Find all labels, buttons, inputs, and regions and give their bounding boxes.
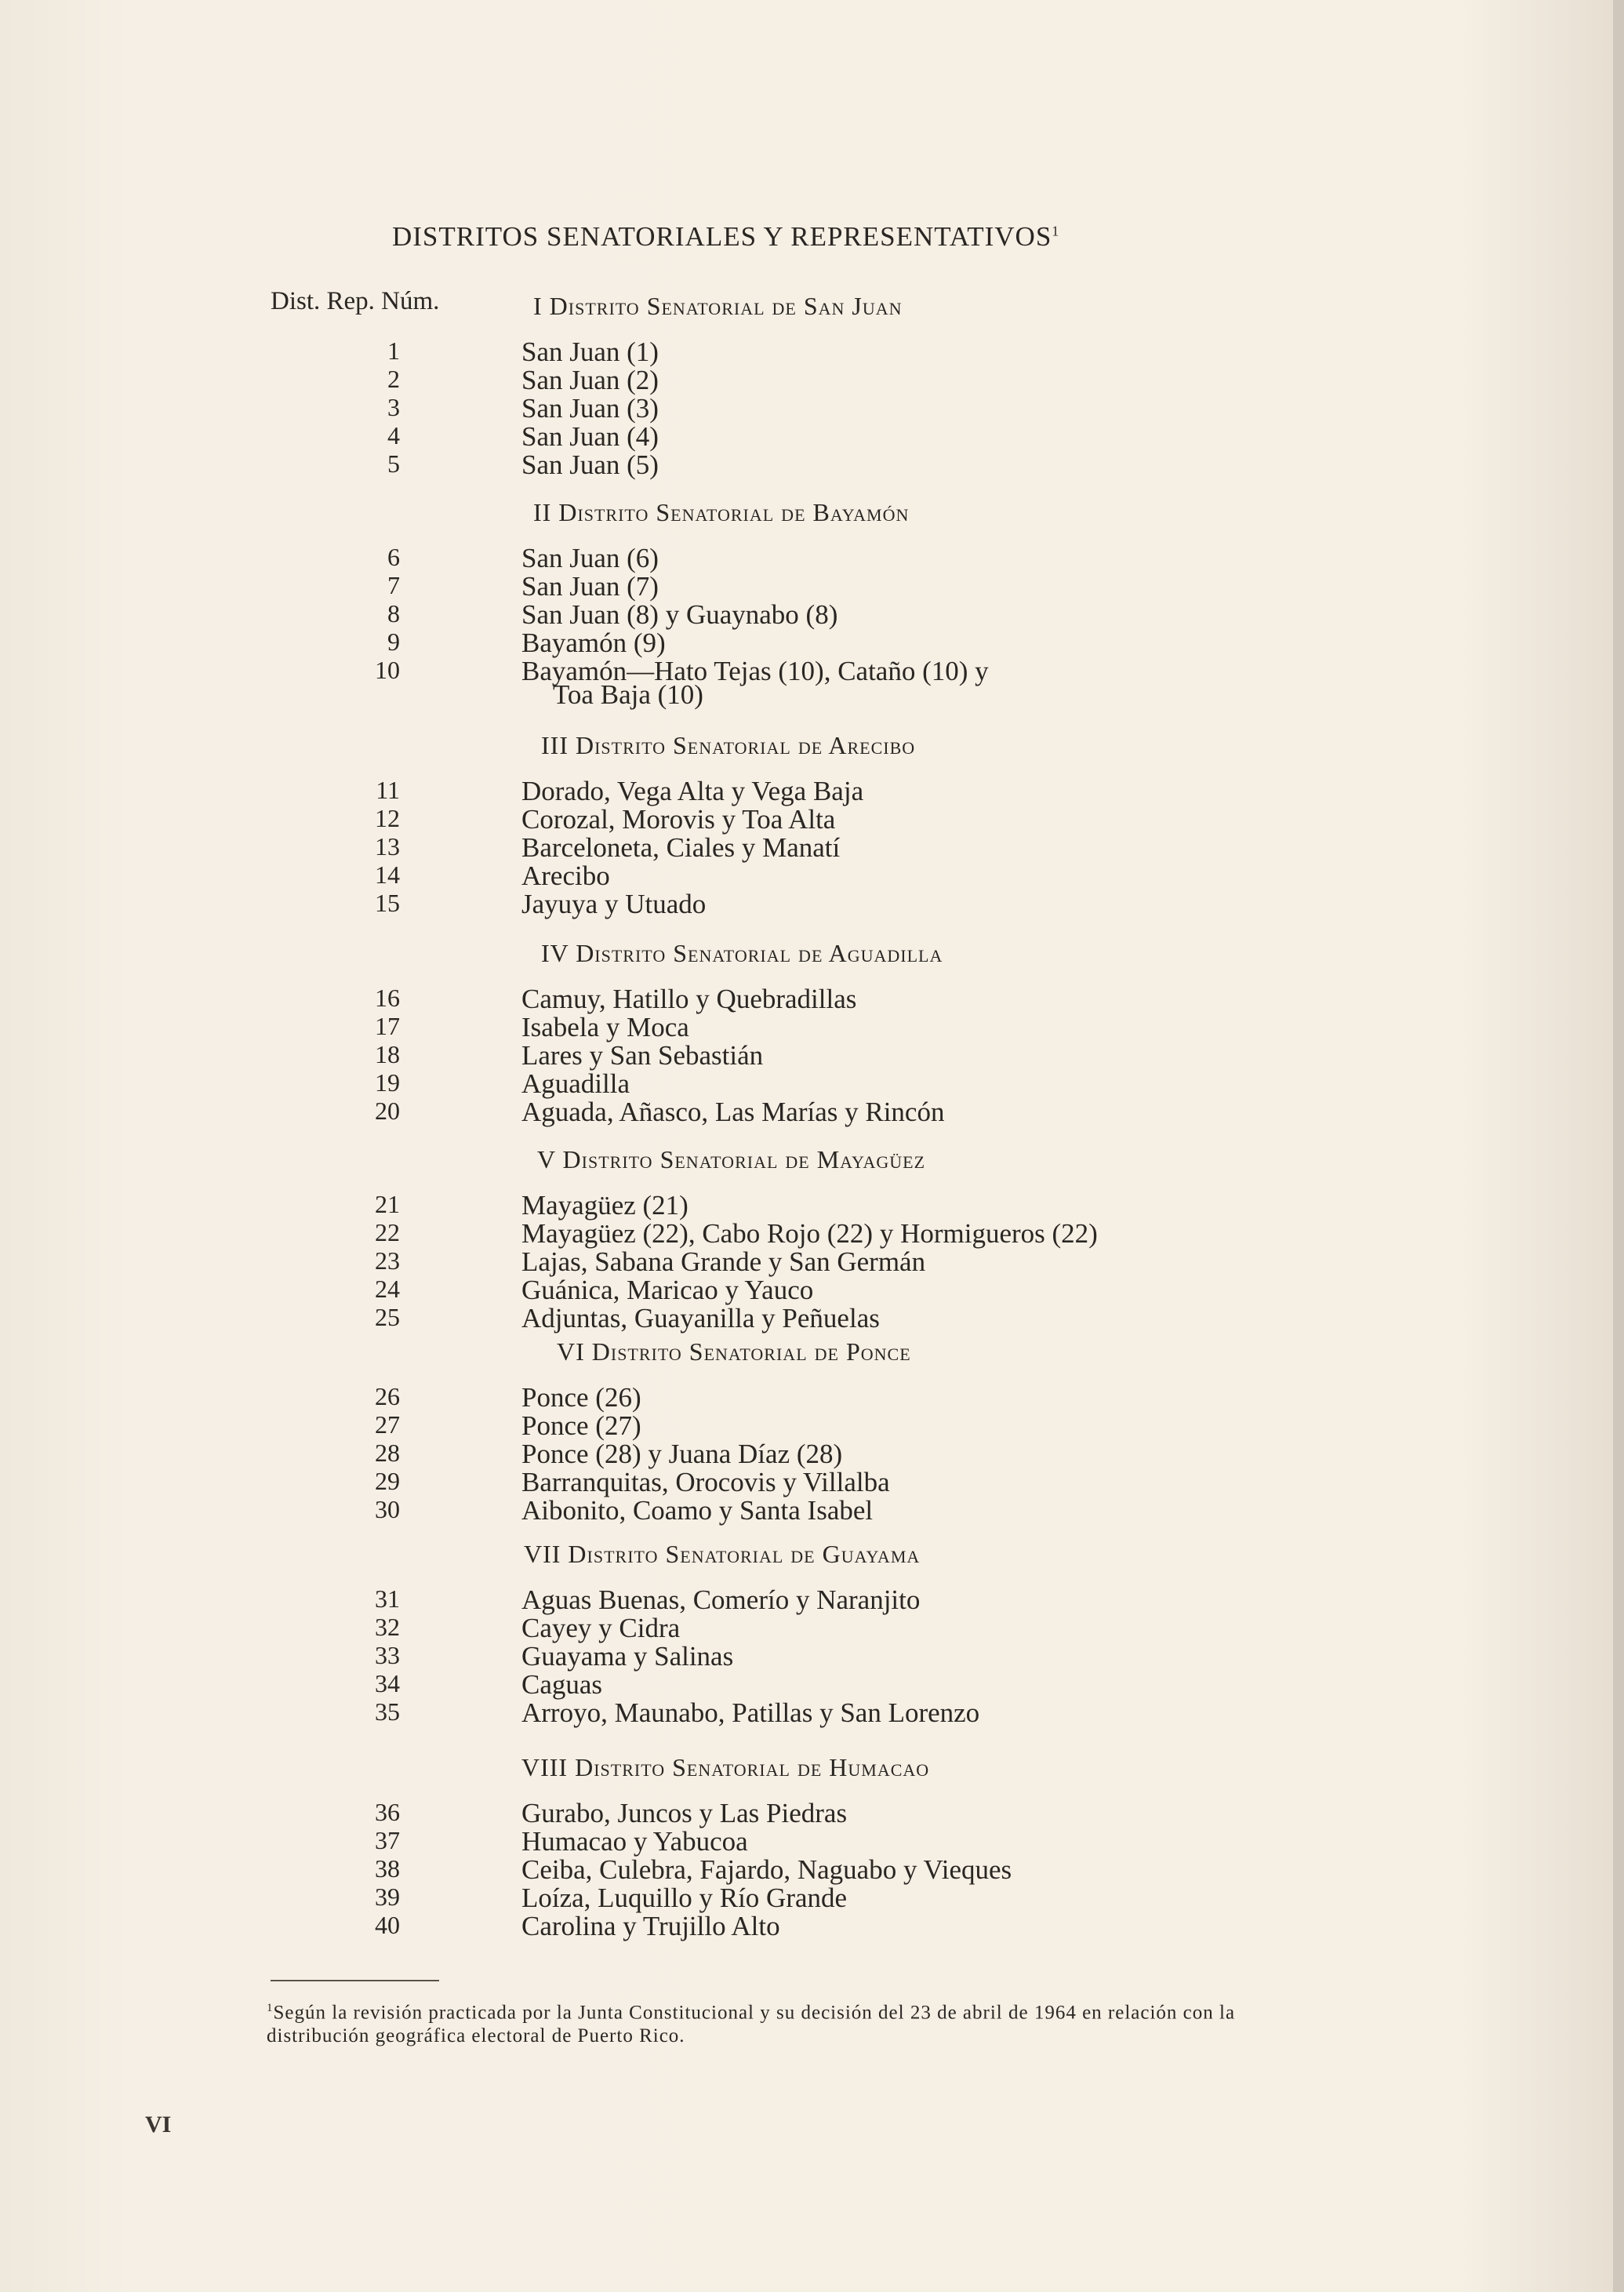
municipality-name: Mayagüez (21)	[521, 1190, 688, 1221]
district-number: 16	[375, 984, 400, 1012]
municipality-name: Corozal, Morovis y Toa Alta	[521, 804, 836, 835]
district-number: 6	[387, 543, 400, 571]
district-number: 26	[375, 1382, 400, 1410]
footnote-rule	[271, 1980, 439, 1981]
district-heading: II Distrito Senatorial de Bayamón	[533, 498, 910, 526]
page-title	[392, 221, 1223, 253]
municipality-name: Lares y San Sebastián	[521, 1040, 764, 1071]
district-number: 25	[375, 1303, 400, 1331]
district-heading: VI Distrito Senatorial de Ponce	[557, 1337, 911, 1366]
municipality-name: Bayamón (9)	[521, 628, 666, 658]
municipality-name-continued: Toa Baja (10)	[553, 679, 703, 710]
district-heading: I Distrito Senatorial de San Juan	[533, 292, 903, 320]
district-number: 27	[375, 1410, 400, 1439]
district-number: 15	[375, 889, 400, 917]
title-text: DISTRITOS SENATORIALES Y REPRESENTATIVOS	[392, 221, 1052, 252]
district-number: 21	[375, 1190, 400, 1218]
footnote-mark: 1	[267, 2002, 274, 2014]
district-number: 19	[375, 1068, 400, 1097]
municipality-name: Aguada, Añasco, Las Marías y Rincón	[521, 1097, 945, 1127]
district-number: 13	[375, 832, 400, 860]
district-number: 7	[387, 571, 400, 599]
municipality-name: Barranquitas, Orocovis y Villalba	[521, 1467, 890, 1497]
municipality-name: Carolina y Trujillo Alto	[521, 1911, 780, 1941]
municipality-name: Aguas Buenas, Comerío y Naranjito	[521, 1584, 921, 1615]
municipality-name: Guayama y Salinas	[521, 1641, 734, 1672]
district-number: 20	[375, 1097, 400, 1125]
municipality-name: San Juan (7)	[521, 571, 659, 602]
district-number: 38	[375, 1854, 400, 1883]
district-number: 24	[375, 1275, 400, 1303]
district-number: 18	[375, 1040, 400, 1068]
district-number: 3	[387, 393, 400, 421]
district-number: 8	[387, 599, 400, 628]
municipality-name: Caguas	[521, 1669, 603, 1700]
district-number: 9	[387, 628, 400, 656]
municipality-name: Guánica, Maricao y Yauco	[521, 1275, 814, 1305]
column-head: Dist. Rep. Núm.	[271, 287, 440, 315]
municipality-name: Aguadilla	[521, 1068, 630, 1099]
page-number: VI	[145, 2112, 172, 2137]
municipality-name: Ponce (28) y Juana Díaz (28)	[521, 1439, 843, 1469]
district-number: 37	[375, 1826, 400, 1854]
municipality-name: Dorado, Vega Alta y Vega Baja	[521, 776, 864, 806]
district-number: 29	[375, 1467, 400, 1495]
municipality-name: Ponce (26)	[521, 1382, 641, 1413]
municipality-name: Ceiba, Culebra, Fajardo, Naguabo y Vieques	[521, 1854, 1012, 1885]
municipality-name: Cayey y Cidra	[521, 1613, 681, 1643]
district-heading: VIII Distrito Senatorial de Humacao	[521, 1753, 930, 1781]
municipality-name: Bayamón—Hato Tejas (10), Cataño (10) y	[521, 656, 989, 686]
district-number: 35	[375, 1697, 400, 1726]
district-heading: III Distrito Senatorial de Arecibo	[541, 731, 916, 759]
municipality-name: Isabela y Moca	[521, 1012, 689, 1042]
district-number: 23	[375, 1246, 400, 1275]
district-number: 31	[375, 1584, 400, 1613]
municipality-name: Loíza, Luquillo y Río Grande	[521, 1883, 848, 1913]
municipality-name: Arecibo	[521, 860, 610, 891]
district-number: 28	[375, 1439, 400, 1467]
district-number: 14	[375, 860, 400, 889]
district-number: 10	[375, 656, 400, 684]
municipality-name: San Juan (1)	[521, 337, 659, 367]
district-number: 12	[375, 804, 400, 832]
district-heading: V Distrito Senatorial de Mayagüez	[537, 1145, 926, 1173]
footnote	[267, 1996, 1341, 2048]
municipality-name: San Juan (8) y Guaynabo (8)	[521, 599, 838, 630]
municipality-name: Ponce (27)	[521, 1410, 641, 1441]
municipality-name: San Juan (2)	[521, 365, 659, 395]
municipality-name: Lajas, Sabana Grande y San Germán	[521, 1246, 926, 1277]
municipality-name: Arroyo, Maunabo, Patillas y San Lorenzo	[521, 1697, 980, 1728]
district-number: 40	[375, 1911, 400, 1939]
district-number: 2	[387, 365, 400, 393]
municipality-name: Aibonito, Coamo y Santa Isabel	[521, 1495, 874, 1526]
municipality-name: Camuy, Hatillo y Quebradillas	[521, 984, 857, 1014]
district-number: 34	[375, 1669, 400, 1697]
municipality-name: Humacao y Yabucoa	[521, 1826, 748, 1857]
district-number: 1	[387, 337, 400, 365]
district-number: 5	[387, 449, 400, 478]
footnote-text: Según la revisión practicada por la Junta Constitucional y su decisión del 23 de abril de 1964 en relación con la distribución geográfica electoral de Puerto Rico.	[267, 2002, 1236, 2047]
title-note-mark: 1	[1052, 223, 1060, 239]
municipality-name: San Juan (5)	[521, 449, 659, 480]
municipality-name: Barceloneta, Ciales y Manatí	[521, 832, 841, 863]
page-edge	[1613, 0, 1624, 2292]
district-number: 11	[376, 776, 400, 804]
municipality-name: Adjuntas, Guayanilla y Peñuelas	[521, 1303, 880, 1333]
district-number: 36	[375, 1798, 400, 1826]
district-number: 4	[387, 421, 400, 449]
municipality-name: Gurabo, Juncos y Las Piedras	[521, 1798, 848, 1828]
district-heading: IV Distrito Senatorial de Aguadilla	[541, 939, 943, 967]
municipality-name: San Juan (3)	[521, 393, 659, 424]
district-number: 17	[375, 1012, 400, 1040]
district-number: 30	[375, 1495, 400, 1523]
municipality-name: San Juan (4)	[521, 421, 659, 452]
municipality-name: San Juan (6)	[521, 543, 659, 573]
district-number: 39	[375, 1883, 400, 1911]
district-heading: VII Distrito Senatorial de Guayama	[524, 1540, 921, 1568]
district-number: 32	[375, 1613, 400, 1641]
municipality-name: Mayagüez (22), Cabo Rojo (22) y Hormigueros (22)	[521, 1218, 1098, 1249]
district-number: 33	[375, 1641, 400, 1669]
municipality-name: Jayuya y Utuado	[521, 889, 707, 919]
district-number: 22	[375, 1218, 400, 1246]
